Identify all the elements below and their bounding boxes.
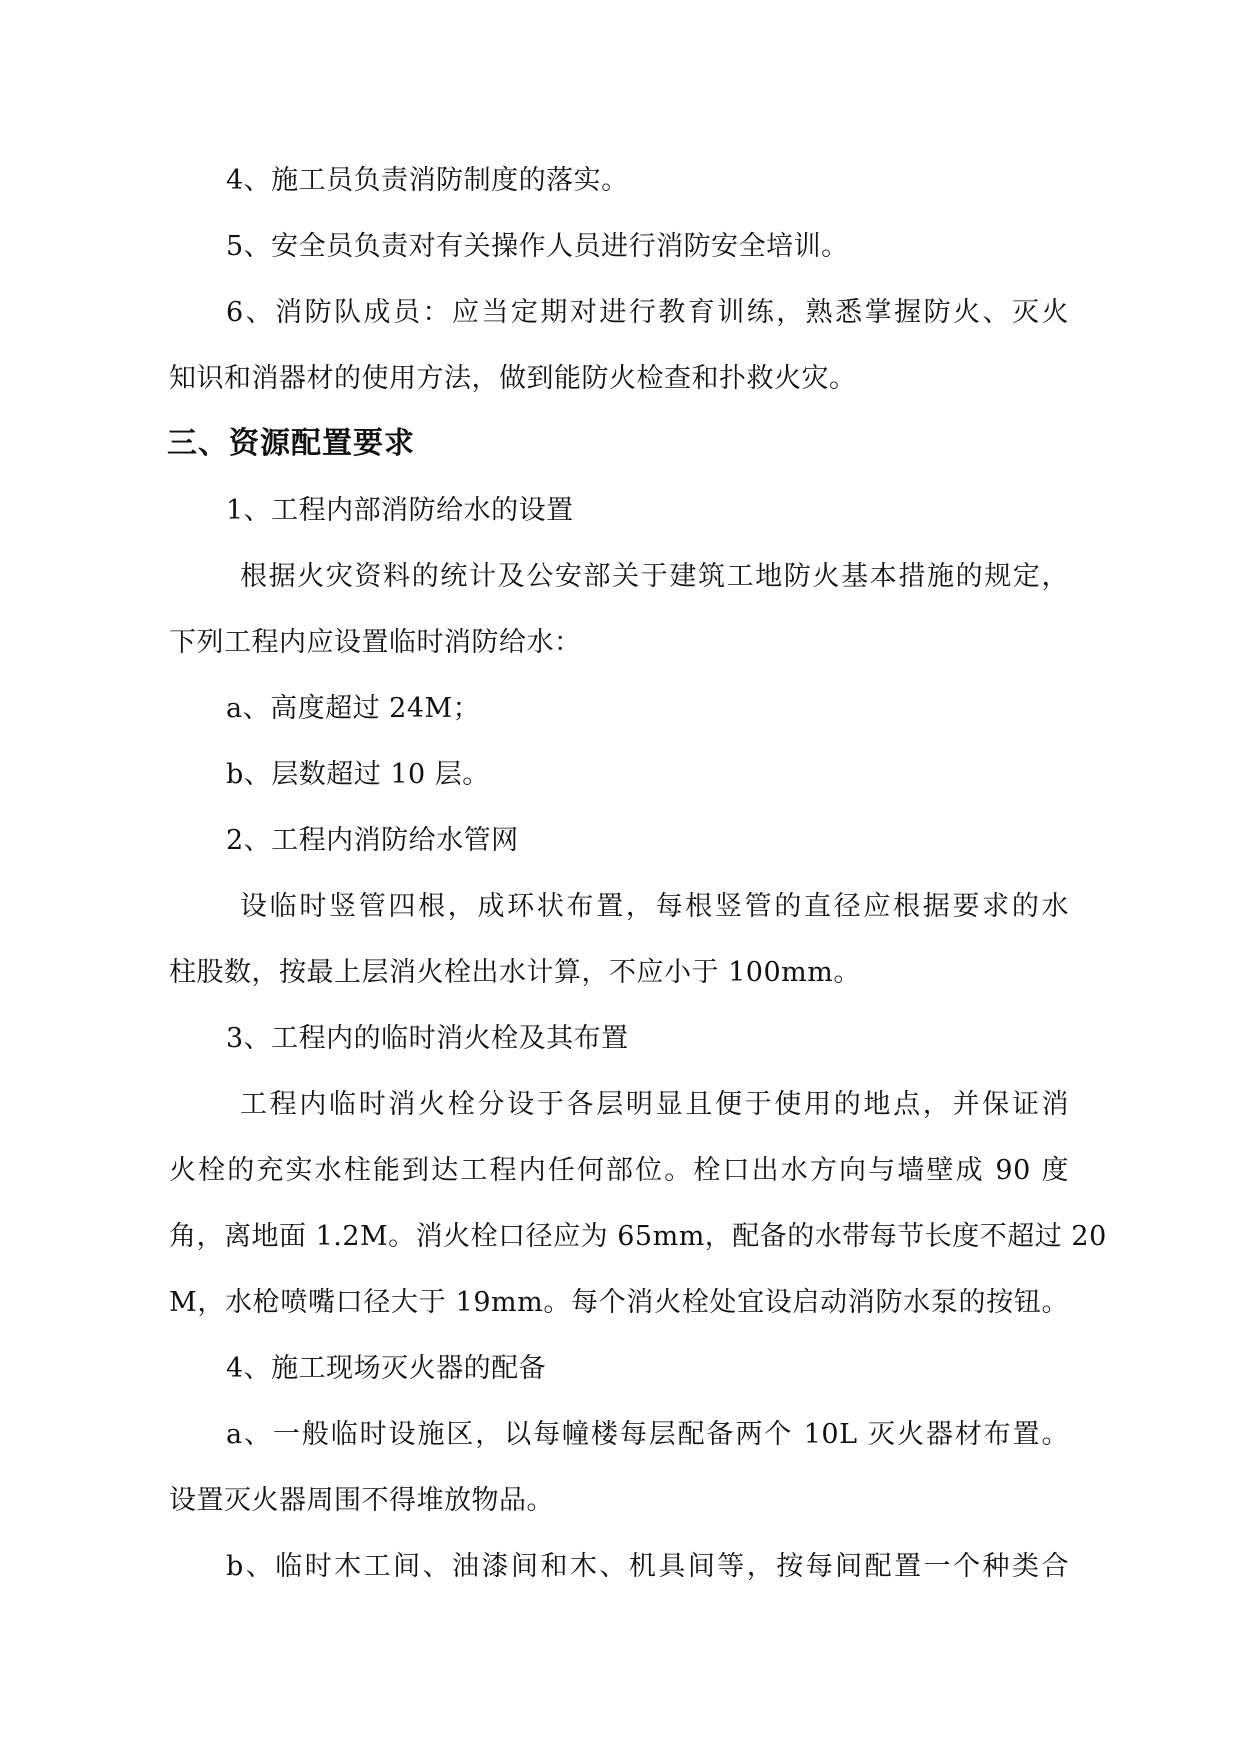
text-line: 根据火灾资料的统计及公安部关于建筑工地防火基本措施的规定， — [240, 561, 1069, 592]
text-line: 6、消防队成员：应当定期对进行教育训练，熟悉掌握防火、灭火 — [226, 297, 1069, 328]
text-line: 柱股数，按最上层消火栓出水计算，不应小于 100mm。 — [169, 957, 861, 988]
text-line: 工程内临时消火栓分设于各层明显且便于使用的地点，并保证消 — [240, 1089, 1069, 1120]
text-line: 火栓的充实水柱能到达工程内任何部位。栓口出水方向与墙壁成 90 度 — [169, 1155, 1069, 1186]
text-line: 知识和消器材的使用方法，做到能防火检查和扑救火灾。 — [169, 363, 857, 394]
text-line: 4、施工员负责消防制度的落实。 — [226, 165, 629, 196]
text-line: 2、工程内消防给水管网 — [226, 825, 519, 856]
text-line: 设临时竖管四根，成环状布置，每根竖管的直径应根据要求的水 — [240, 891, 1069, 922]
text-line: 5、安全员负责对有关操作人员进行消防安全培训。 — [226, 231, 849, 262]
text-line: 1、工程内部消防给水的设置 — [226, 495, 574, 526]
text-line: b、层数超过 10 层。 — [226, 759, 490, 790]
text-line: a、高度超过 24M； — [226, 693, 481, 724]
section-heading: 三、资源配置要求 — [167, 426, 415, 461]
text-line: M，水枪喷嘴口径大于 19mm。每个消火栓处宜设启动消防水泵的按钮。 — [169, 1287, 1069, 1318]
text-line: 角，离地面 1.2M。消火栓口径应为 65mm，配备的水带每节长度不超过 20 — [169, 1221, 1107, 1252]
text-line: 4、施工现场灭火器的配备 — [226, 1353, 547, 1384]
text-line: a、一般临时设施区，以每幢楼每层配备两个 10L 灭火器材布置。 — [226, 1419, 1069, 1450]
text-line: 下列工程内应设置临时消防给水： — [169, 627, 582, 658]
text-line: 设置灭火器周围不得堆放物品。 — [169, 1485, 554, 1516]
text-line: b、临时木工间、油漆间和木、机具间等，按每间配置一个种类合 — [226, 1551, 1069, 1582]
text-line: 3、工程内的临时消火栓及其布置 — [226, 1023, 629, 1054]
